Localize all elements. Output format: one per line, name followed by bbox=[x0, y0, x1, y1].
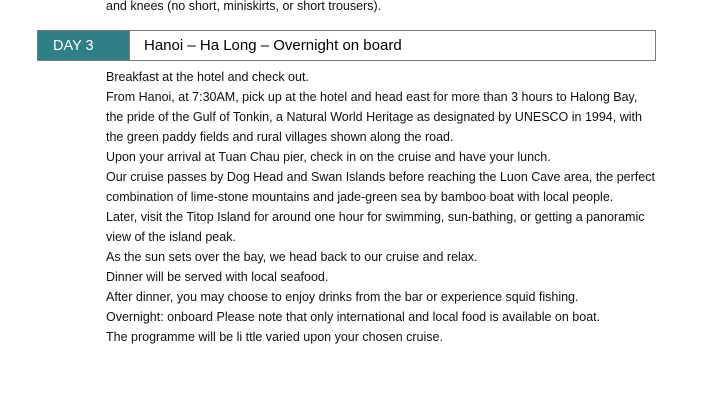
itinerary-paragraph: Dinner will be served with local seafood. bbox=[106, 270, 329, 284]
itinerary-text bbox=[106, 67, 666, 347]
itinerary-paragraph: From Hanoi, at 7:30AM, pick up at the hotel and head east for more than 3 hours to Halong Bay, the pride of the Gulf of Tonkin, a Natural World Heritage as designated by UNESCO in 1994, with the green paddy fields and rural villages shown along the road. bbox=[106, 90, 642, 144]
itinerary-paragraph: Overnight: onboard Please note that only international and local food is available on boat. bbox=[106, 310, 601, 324]
previous-section-text: and knees (no short, miniskirts, or short trousers). bbox=[106, 0, 382, 13]
itinerary-paragraph: After dinner, you may choose to enjoy drinks from the bar or experience squid fishing. bbox=[106, 290, 579, 304]
itinerary-paragraph: Later, visit the Titop Island for around one hour for swimming, sun-bathing, or getting a panoramic view of the island peak. bbox=[106, 210, 645, 244]
itinerary-paragraph: The programme will be li ttle varied upon your chosen cruise. bbox=[106, 330, 443, 344]
itinerary-paragraph: Upon your arrival at Tuan Chau pier, check in on the cruise and have your lunch. bbox=[106, 150, 551, 164]
day-title: Hanoi – Ha Long – Overnight on board bbox=[144, 37, 402, 54]
itinerary-paragraph: Our cruise passes by Dog Head and Swan Islands before reaching the Luon Cave area, the perfect combination of lime-stone mountains and jade-green sea by bamboo boat with local people. bbox=[106, 170, 655, 204]
day-header bbox=[37, 30, 656, 61]
day-badge: DAY 3 bbox=[38, 31, 130, 60]
itinerary-paragraph: Breakfast at the hotel and check out. bbox=[106, 70, 309, 84]
itinerary-paragraph: As the sun sets over the bay, we head back to our cruise and relax. bbox=[106, 250, 478, 264]
